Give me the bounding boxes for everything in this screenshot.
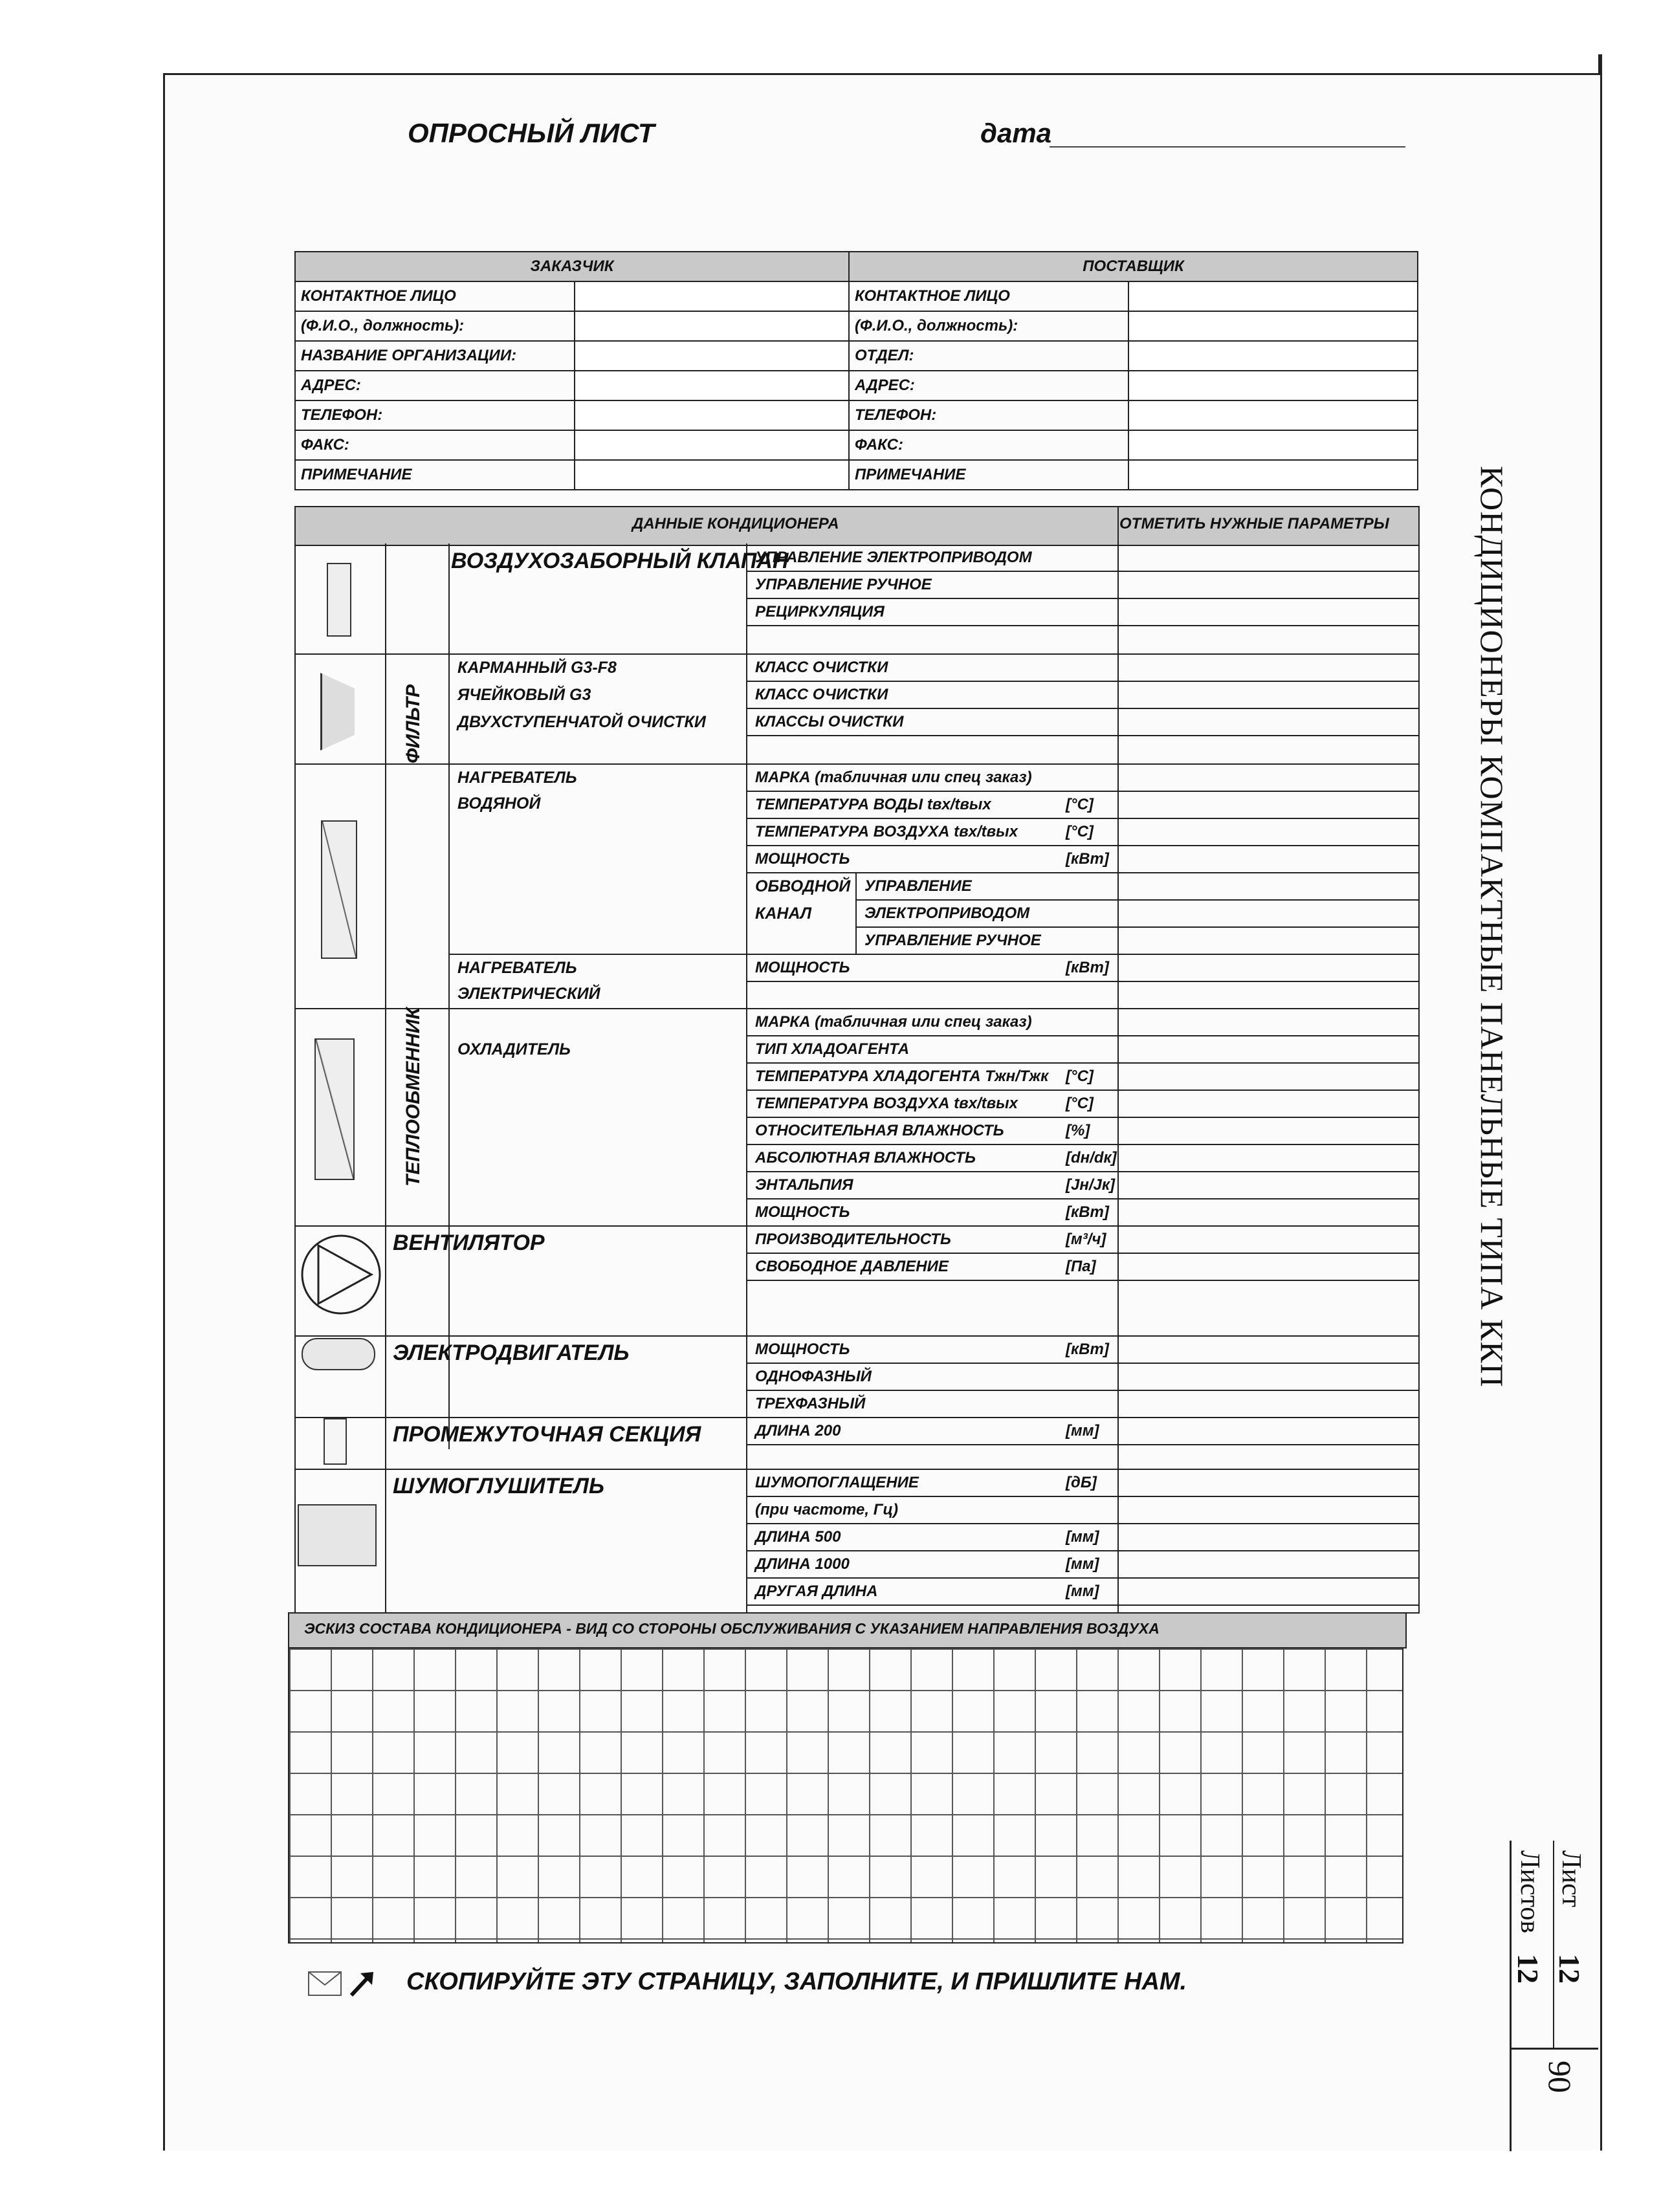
section-label: НАГРЕВАТЕЛЬ xyxy=(457,769,577,787)
param-label: УПРАВЛЕНИЕ ЭЛЕКТРОПРИВОДОМ xyxy=(755,549,1032,566)
param-label: ЭЛЕКТРОПРИВОДОМ xyxy=(864,904,1030,922)
silencer-icon xyxy=(298,1504,377,1566)
param-label: ДЛИНА 500 xyxy=(755,1528,841,1546)
param-label: ДРУГАЯ ДЛИНА xyxy=(755,1582,878,1600)
param-mark-field[interactable] xyxy=(1119,1496,1416,1523)
customer-label: ТЕЛЕФОН: xyxy=(295,400,575,430)
param-mark-field[interactable] xyxy=(1119,818,1416,845)
param-mark-field[interactable] xyxy=(1119,1390,1416,1417)
supplier-field[interactable] xyxy=(1128,371,1418,400)
customer-field[interactable] xyxy=(575,430,849,460)
params-icon-divider xyxy=(385,543,386,1612)
supplier-label: ТЕЛЕФОН: xyxy=(849,400,1128,430)
param-row-line xyxy=(746,1280,1418,1281)
date-field[interactable] xyxy=(1050,146,1405,148)
supplier-header: ПОСТАВЩИК xyxy=(849,252,1418,281)
param-label: ТЕМПЕРАТУРА ВОЗДУХА tвх/tвых xyxy=(755,1095,1018,1112)
section-label: КАНАЛ xyxy=(755,904,812,923)
customer-field[interactable] xyxy=(575,281,849,311)
customer-field[interactable] xyxy=(575,371,849,400)
param-label: МОЩНОСТЬ xyxy=(755,959,850,976)
stamp-sheet-value: 12 xyxy=(1553,1954,1586,1984)
section-label: ДВУХСТУПЕНЧАТОЙ ОЧИСТКИ xyxy=(457,713,706,731)
param-label: (при частоте, Гц) xyxy=(755,1501,898,1518)
param-mark-field[interactable] xyxy=(1119,1090,1416,1117)
params-header-left: ДАННЫЕ КОНДИЦИОНЕРА xyxy=(632,515,839,532)
param-unit: [дБ] xyxy=(1066,1474,1097,1491)
param-label: ОТНОСИТЕЛЬНАЯ ВЛАЖНОСТЬ xyxy=(755,1122,1004,1139)
param-mark-field[interactable] xyxy=(1119,1035,1416,1062)
param-mark-field[interactable] xyxy=(1119,1523,1416,1550)
param-label: КЛАСС ОЧИСТКИ xyxy=(755,659,888,676)
param-label: УПРАВЛЕНИЕ РУЧНОЕ xyxy=(864,932,1041,949)
supplier-field[interactable] xyxy=(1128,311,1418,341)
stamp-sheet-label: Лист xyxy=(1556,1850,1586,1907)
param-label: ТЕМПЕРАТУРА ВОДЫ tвх/tвых xyxy=(755,796,991,813)
param-mark-field[interactable] xyxy=(1119,653,1416,681)
supplier-label: КОНТАКТНОЕ ЛИЦО xyxy=(849,281,1128,311)
customer-label: (Ф.И.О., должность): xyxy=(295,311,575,341)
param-mark-field[interactable] xyxy=(1119,1550,1416,1577)
motor-icon xyxy=(302,1338,375,1370)
param-mark-field[interactable] xyxy=(1119,1062,1416,1090)
param-label: ОДНОФАЗНЫЙ xyxy=(755,1368,872,1385)
customer-label: ПРИМЕЧАНИЕ xyxy=(295,460,575,490)
water-heater-icon xyxy=(321,820,357,959)
param-mark-field[interactable] xyxy=(1119,1117,1416,1144)
param-label: МОЩНОСТЬ xyxy=(755,1341,850,1358)
param-mark-field[interactable] xyxy=(1119,708,1416,735)
param-mark-field[interactable] xyxy=(1119,791,1416,818)
param-unit: [Па] xyxy=(1066,1258,1096,1275)
param-mark-field[interactable] xyxy=(1119,954,1416,981)
page-number: 90 xyxy=(1542,2061,1578,2093)
section-label: ЯЧЕЙКОВЫЙ G3 xyxy=(457,686,591,704)
envelope-icon xyxy=(307,1968,379,2000)
supplier-label: ФАКС: xyxy=(849,430,1128,460)
param-label: КЛАССЫ ОЧИСТКИ xyxy=(755,713,904,730)
sketch-header: ЭСКИЗ СОСТАВА КОНДИЦИОНЕРА - ВИД СО СТОРОНЫ ОБСЛУЖИВАНИЯ С УКАЗАНИЕМ НАПРАВЛЕНИЯ ВОЗДУХА xyxy=(304,1620,1160,1637)
param-mark-field[interactable] xyxy=(1119,845,1416,872)
params-header-right: ОТМЕТИТЬ НУЖНЫЕ ПАРАМЕТРЫ xyxy=(1119,515,1389,532)
param-label: ТЕМПЕРАТУРА ХЛАДОГЕНТА Тжн/Тжк xyxy=(755,1068,1049,1085)
date-label: дата xyxy=(980,118,1052,148)
param-label: СВОБОДНОЕ ДАВЛЕНИЕ xyxy=(755,1258,949,1275)
param-mark-field[interactable] xyxy=(1119,1363,1416,1390)
group-divider xyxy=(448,543,450,1449)
param-unit: [м³/ч] xyxy=(1066,1231,1106,1248)
param-row-line xyxy=(746,625,1418,626)
param-label: ДЛИНА 1000 xyxy=(755,1555,850,1573)
params-label-divider xyxy=(746,543,747,1612)
param-unit: [°С] xyxy=(1066,1068,1094,1085)
section-label: ВОДЯНОЙ xyxy=(457,794,541,813)
supplier-label: ОТДЕЛ: xyxy=(849,341,1128,371)
customer-label: КОНТАКТНОЕ ЛИЦО xyxy=(295,281,575,311)
param-label: ПРОИЗВОДИТЕЛЬНОСТЬ xyxy=(755,1231,951,1248)
param-label: ТЕМПЕРАТУРА ВОЗДУХА tвх/tвых xyxy=(755,823,1018,840)
contacts-table xyxy=(294,251,1418,490)
air-valve-icon xyxy=(327,563,351,637)
param-mark-field[interactable] xyxy=(1119,681,1416,708)
param-mark-field[interactable] xyxy=(1119,899,1416,926)
customer-field[interactable] xyxy=(575,400,849,430)
stamp-sheets-label: Листов xyxy=(1515,1850,1545,1934)
param-unit: [кВт] xyxy=(1066,1203,1109,1221)
customer-label: АДРЕС: xyxy=(295,371,575,400)
param-unit: [кВт] xyxy=(1066,1341,1109,1358)
customer-field[interactable] xyxy=(575,460,849,490)
customer-field[interactable] xyxy=(575,311,849,341)
supplier-label: ПРИМЕЧАНИЕ xyxy=(849,460,1128,490)
cooler-icon xyxy=(314,1038,355,1180)
param-label: ТРЕХФАЗНЫЙ xyxy=(755,1395,866,1412)
param-unit: [Jн/Jк] xyxy=(1066,1176,1116,1194)
param-unit: [мм] xyxy=(1066,1422,1099,1440)
section-label: ПРОМЕЖУТОЧНАЯ СЕКЦИЯ xyxy=(393,1422,701,1447)
param-label: РЕЦИРКУЛЯЦИЯ xyxy=(755,603,885,620)
supplier-field[interactable] xyxy=(1128,341,1418,371)
param-label: МОЩНОСТЬ xyxy=(755,850,850,868)
param-mark-field[interactable] xyxy=(1119,872,1416,899)
param-mark-field[interactable] xyxy=(1119,1417,1416,1444)
section-label: ВОЗДУХОЗАБОРНЫЙ КЛАПАН xyxy=(451,549,789,573)
param-mark-field[interactable] xyxy=(1119,1144,1416,1171)
param-unit: [dн/dк] xyxy=(1066,1149,1117,1166)
group-label: ФИЛЬТР xyxy=(402,684,424,763)
fan-icon xyxy=(299,1232,383,1317)
param-mark-field[interactable] xyxy=(1119,1171,1416,1198)
param-row-line xyxy=(746,1604,1418,1606)
section-label: НАГРЕВАТЕЛЬ xyxy=(457,959,577,977)
param-mark-field[interactable] xyxy=(1119,1198,1416,1225)
param-mark-field[interactable] xyxy=(1119,571,1416,598)
param-unit: [мм] xyxy=(1066,1582,1099,1600)
param-unit: [°С] xyxy=(1066,1095,1094,1112)
param-unit: [°С] xyxy=(1066,796,1094,813)
param-label: УПРАВЛЕНИЕ xyxy=(864,877,972,895)
customer-label: ФАКС: xyxy=(295,430,575,460)
intermediate-section-icon xyxy=(324,1418,347,1465)
param-row-line xyxy=(746,735,1418,736)
supplier-field[interactable] xyxy=(1128,281,1418,311)
param-mark-field[interactable] xyxy=(1119,763,1416,791)
param-label: МАРКА (табличная или спец заказ) xyxy=(755,1013,1032,1031)
section-label: ОХЛАДИТЕЛЬ xyxy=(457,1040,571,1058)
stamp-sheets-value: 12 xyxy=(1512,1954,1545,1984)
param-label: МАРКА (табличная или спец заказ) xyxy=(755,769,1032,786)
section-label: ЭЛЕКТРОДВИГАТЕЛЬ xyxy=(393,1341,630,1365)
footer-instruction: СКОПИРУЙТЕ ЭТУ СТРАНИЦУ, ЗАПОЛНИТЕ, И ПРИШЛИТЕ НАМ. xyxy=(406,1968,1187,1995)
param-mark-field[interactable] xyxy=(1119,1469,1416,1496)
param-mark-field[interactable] xyxy=(1119,1225,1416,1253)
param-mark-field[interactable] xyxy=(1119,598,1416,625)
supplier-label: АДРЕС: xyxy=(849,371,1128,400)
param-mark-field[interactable] xyxy=(1119,1335,1416,1363)
param-mark-field[interactable] xyxy=(1119,1577,1416,1604)
section-label: ОБВОДНОЙ xyxy=(755,877,851,895)
param-label: МОЩНОСТЬ xyxy=(755,1203,850,1221)
param-unit: [°С] xyxy=(1066,823,1094,840)
param-label: ДЛИНА 200 xyxy=(755,1422,841,1440)
param-unit: [мм] xyxy=(1066,1555,1099,1573)
side-title: КОНДИЦИОНЕРЫ КОМПАКТНЫЕ ПАНЕЛЬНЫЕ ТИПА ККП xyxy=(1474,466,1510,1388)
parameters-block xyxy=(294,506,1420,1614)
param-label: ШУМОПОГЛАЩЕНИЕ xyxy=(755,1474,919,1491)
stamp-divider xyxy=(1512,2048,1598,2050)
param-unit: [кВт] xyxy=(1066,959,1109,976)
param-label: ЭНТАЛЬПИЯ xyxy=(755,1176,853,1194)
supplier-field[interactable] xyxy=(1128,400,1418,430)
supplier-label: (Ф.И.О., должность): xyxy=(849,311,1128,341)
section-label: ШУМОГЛУШИТЕЛЬ xyxy=(393,1474,604,1498)
customer-field[interactable] xyxy=(575,341,849,371)
sketch-grid[interactable] xyxy=(288,1647,1403,1944)
group-label: ТЕПЛООБМЕННИК xyxy=(402,1007,424,1187)
supplier-field[interactable] xyxy=(1128,460,1418,490)
param-mark-field[interactable] xyxy=(1119,926,1416,954)
supplier-field[interactable] xyxy=(1128,430,1418,460)
bypass-divider xyxy=(855,872,857,954)
customer-label: НАЗВАНИЕ ОРГАНИЗАЦИИ: xyxy=(295,341,575,371)
param-label: ТИП ХЛАДОАГЕНТА xyxy=(755,1040,910,1058)
param-unit: [мм] xyxy=(1066,1528,1099,1546)
section-label: ВЕНТИЛЯТОР xyxy=(393,1231,545,1255)
section-label: ЭЛЕКТРИЧЕСКИЙ xyxy=(457,985,600,1003)
param-unit: [кВт] xyxy=(1066,850,1109,868)
param-mark-field[interactable] xyxy=(1119,543,1416,571)
param-label: УПРАВЛЕНИЕ РУЧНОЕ xyxy=(755,576,932,593)
param-label: АБСОЛЮТНАЯ ВЛАЖНОСТЬ xyxy=(755,1149,976,1166)
param-row-line xyxy=(746,981,1418,982)
param-mark-field[interactable] xyxy=(1119,1008,1416,1035)
section-label: КАРМАННЫЙ G3-F8 xyxy=(457,659,617,677)
param-row-line xyxy=(746,1444,1418,1445)
param-unit: [%] xyxy=(1066,1122,1090,1139)
param-label: КЛАСС ОЧИСТКИ xyxy=(755,686,888,703)
form-title: ОПРОСНЫЙ ЛИСТ xyxy=(408,118,655,148)
param-mark-field[interactable] xyxy=(1119,1253,1416,1280)
customer-header: ЗАКАЗЧИК xyxy=(295,252,849,281)
column-line xyxy=(385,543,386,653)
